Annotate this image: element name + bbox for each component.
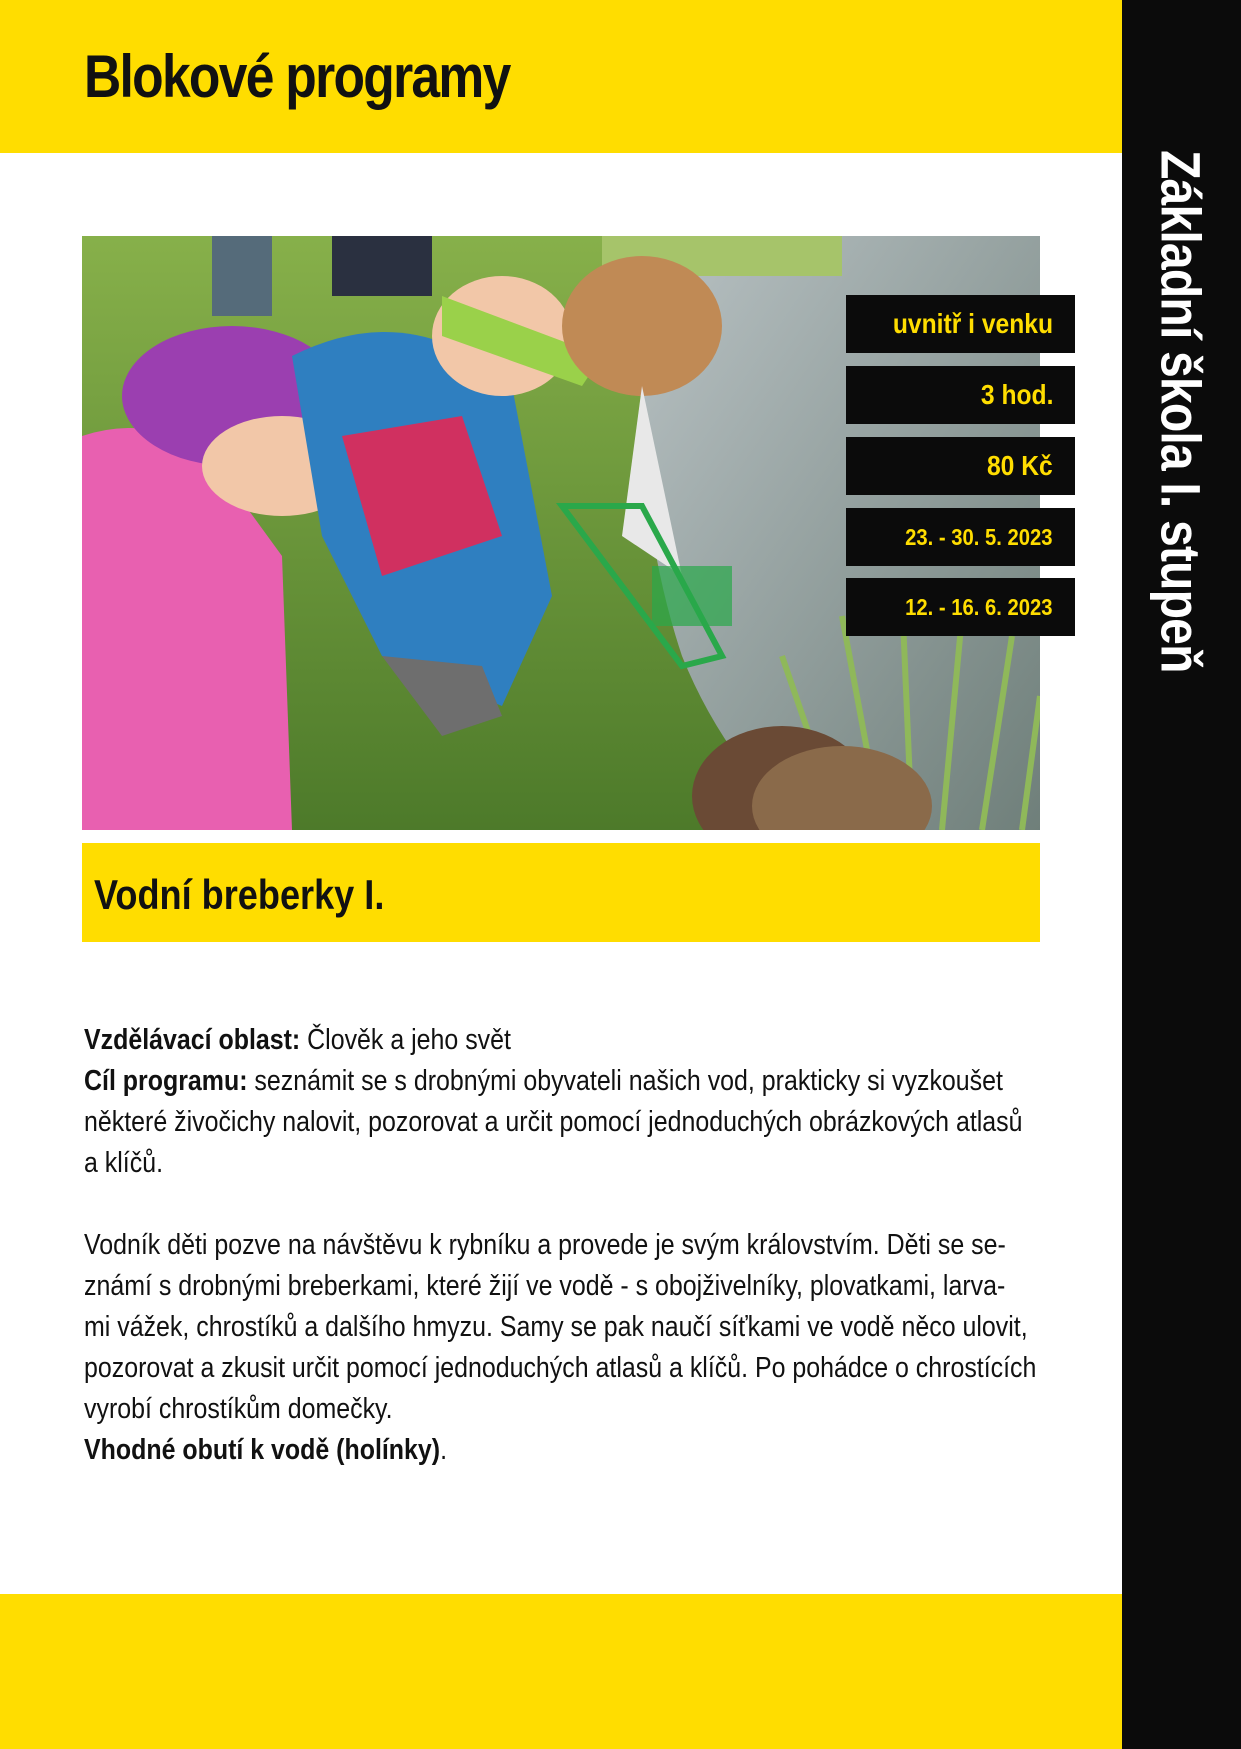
sidebar-vertical-title: Základní škola I. stupeň <box>1149 150 1213 673</box>
goal-label: Cíl programu: <box>84 1065 248 1097</box>
header-band <box>0 0 1122 153</box>
tag-date-range-1: 23. - 30. 5. 2023 <box>846 508 1075 566</box>
area-label: Vzdělávací oblast: <box>84 1024 301 1056</box>
goal-line-3: a klíčů. <box>84 1147 164 1179</box>
desc-line-2: známí s drobnými breberkami, které žijí ve vodě - s obojživelníky, plovatkami, larva- <box>84 1270 1006 1302</box>
desc-line-1: Vodník děti pozve na návštěvu k rybníku a provede je svým královstvím. Děti se se- <box>84 1229 1006 1261</box>
desc-line-5: vyrobí chrostíkům domečky. <box>84 1393 393 1425</box>
area-line <box>84 1020 996 1061</box>
footwear-line: Vhodné obutí k vodě (holínky). <box>84 1434 448 1466</box>
goal-line-1: Cíl programu: seznámit se s drobnými obyvateli našich vod, prakticky si vyzkoušet <box>84 1065 1003 1097</box>
desc-line-3: mi vážek, chrostíků a dalšího hmyzu. Samy se pak naučí síťkami ve vodě něco ulovit, <box>84 1311 1028 1343</box>
footwear-label: Vhodné obutí k vodě (holínky) <box>84 1434 441 1466</box>
tag-price: 80 Kč <box>846 437 1075 495</box>
desc-line-4: pozorovat a zkusit určit pomocí jednoduchých atlasů a klíčů. Po pohádce o chrostících <box>84 1352 1037 1384</box>
tag-duration: 3 hod. <box>846 366 1075 424</box>
page-title: Blokové programy <box>84 43 510 110</box>
program-title-band <box>82 843 1040 942</box>
tag-date-range-2: 12. - 16. 6. 2023 <box>846 578 1075 636</box>
goal-line-2: některé živočichy nalovit, pozorovat a určit pomocí jednoduchých obrázkových atlasů <box>84 1106 1023 1138</box>
program-title: Vodní breberky I. <box>94 871 385 918</box>
program-description <box>84 1020 1037 1471</box>
footer-band <box>0 1594 1122 1749</box>
area-value: Člověk a jeho svět <box>300 1024 511 1056</box>
tag-location: uvnitř i venku <box>846 295 1075 353</box>
